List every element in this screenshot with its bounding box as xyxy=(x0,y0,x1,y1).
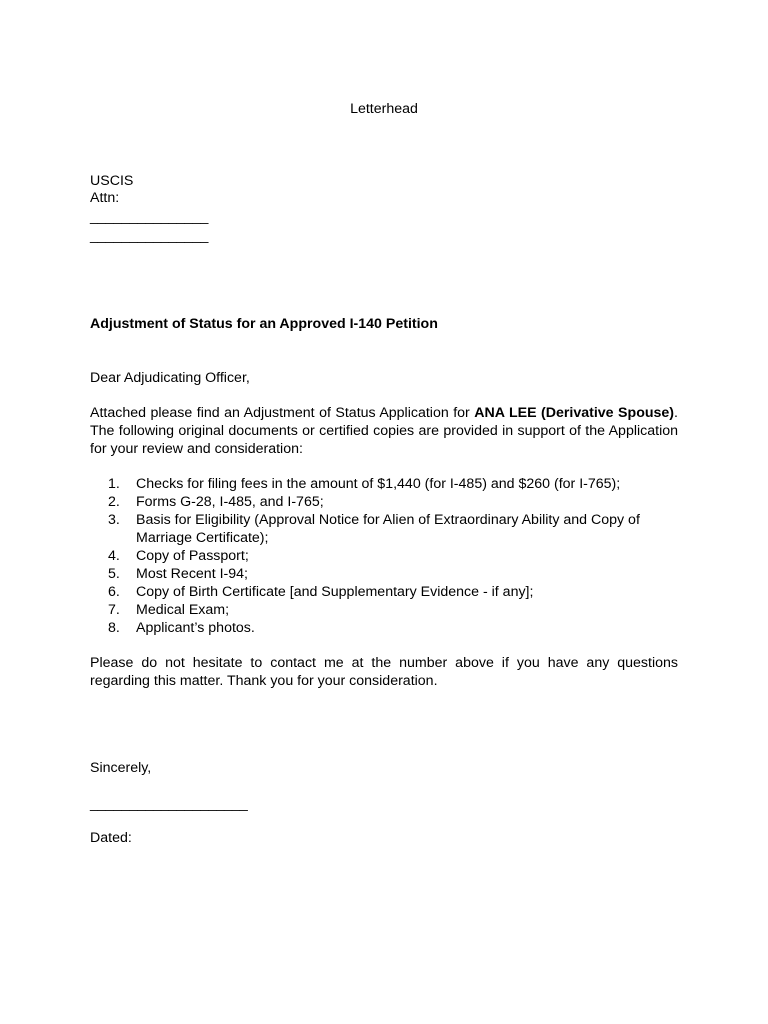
list-item-number: 6. xyxy=(108,584,120,600)
list-item-number: 4. xyxy=(108,548,120,564)
salutation: Dear Adjudicating Officer, xyxy=(90,370,250,386)
recipient-attn: Attn: xyxy=(90,190,120,206)
list-item-text: Most Recent I-94; xyxy=(136,566,248,582)
list-item-text: Basis for Eligibility (Approval Notice for Alien of Extraordinary Ability and Copy of Marriage Certificate); xyxy=(136,512,640,546)
letterhead: Letterhead xyxy=(350,101,418,117)
list-item-number: 7. xyxy=(108,602,120,618)
intro-text-end: . The following original documents or certified copies are provided in support of the Application for your review and consideration: xyxy=(90,405,678,457)
subject-line: Adjustment of Status for an Approved I-140 Petition xyxy=(90,316,438,332)
recipient-org: USCIS xyxy=(90,173,134,189)
intro-text-start: Attached please find an Adjustment of Status Application for xyxy=(90,405,475,421)
sign-off: Sincerely, xyxy=(90,760,152,776)
list-item xyxy=(108,565,678,583)
list-item-text: Checks for filing fees in the amount of $1,440 (for I-485) and $260 (for I-765); xyxy=(136,476,621,492)
dated-label: Dated: xyxy=(90,830,132,846)
intro-paragraph xyxy=(90,404,678,458)
list-item-number: 8. xyxy=(108,620,120,636)
list-item-number: 2. xyxy=(108,494,120,510)
list-item-text: Forms G-28, I-485, and I-765; xyxy=(136,494,324,510)
list-item xyxy=(108,475,678,493)
list-item xyxy=(108,511,678,547)
recipient-blank-line-1: _______________ xyxy=(90,209,209,225)
list-item-number: 1. xyxy=(108,476,120,492)
list-item-text: Medical Exam; xyxy=(136,602,230,618)
recipient-blank-line-2: _______________ xyxy=(90,228,209,244)
signature-line: ____________________ xyxy=(90,796,248,812)
closing-paragraph: Please do not hesitate to contact me at the number above if you have any questions regarding this matter. Thank you for your consideration. xyxy=(90,655,678,689)
applicant-name: ANA LEE (Derivative Spouse) xyxy=(474,405,675,421)
list-item xyxy=(108,493,678,511)
documents-list xyxy=(108,475,678,637)
list-item-text: Copy of Passport; xyxy=(136,548,249,564)
list-item xyxy=(108,601,678,619)
list-item xyxy=(108,583,678,601)
list-item-text: Copy of Birth Certificate [and Supplementary Evidence - if any]; xyxy=(136,584,534,600)
list-item-text: Applicant’s photos. xyxy=(136,620,255,636)
list-item-number: 5. xyxy=(108,566,120,582)
list-item-number: 3. xyxy=(108,512,120,528)
list-item xyxy=(108,547,678,565)
list-item xyxy=(108,619,678,637)
